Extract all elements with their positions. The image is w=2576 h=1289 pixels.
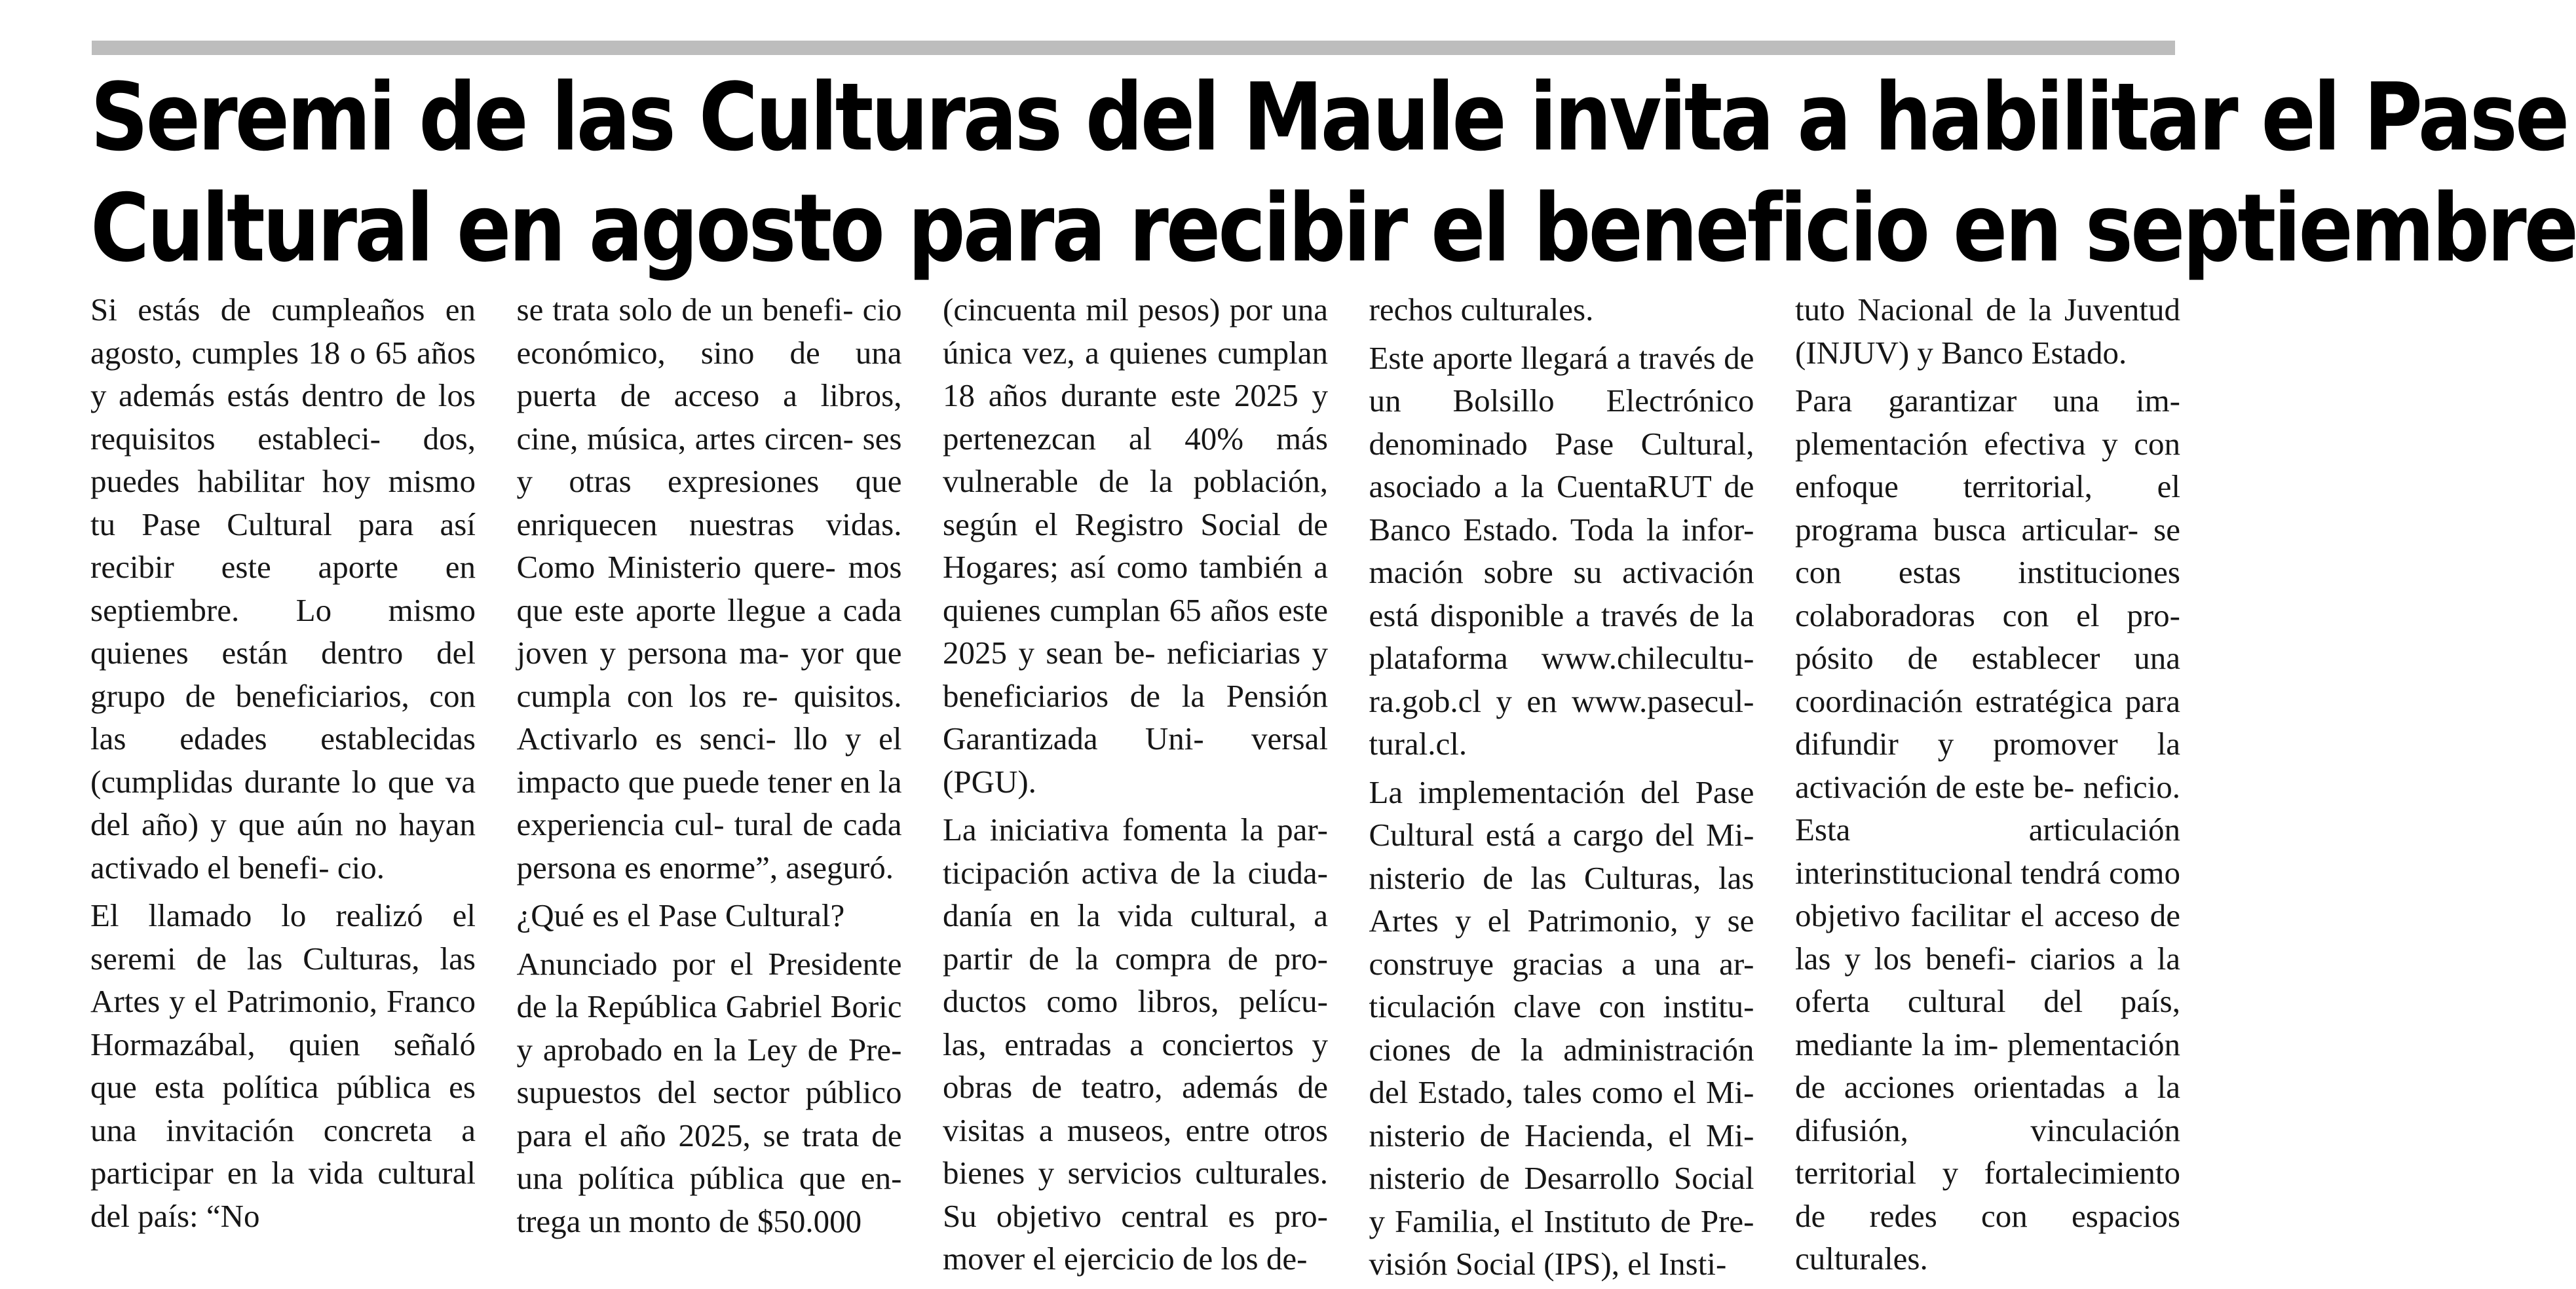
column-1 (90, 288, 476, 1284)
headline-line-1: Seremi de las Culturas del Maule invita a habilitar el Pase (90, 64, 2567, 173)
paragraph: La implementación del Pase Cultural está a cargo del Mi- nisterio de las Culturas, las Artes y el Patrimonio, y se construye gracias a una ar- ticulación clave con institu- ciones de la administración del Estado, tales como el Mi- nisterio de Hacienda, el Mi- nisterio de Desarrollo Social y Familia, el Instituto de Pre- visión Social (IPS), el Insti- (1369, 774, 1754, 1282)
top-rule-bar (92, 41, 2175, 55)
paragraph: rechos culturales. (1369, 291, 1594, 327)
paragraph: tuto Nacional de la Juventud (INJUV) y Banco Estado. (1795, 291, 2180, 371)
paragraph: se trata solo de un benefi- cio económico, sino de una puerta de acceso a libros, cine, música, artes circen- ses y otras expresiones que enriquecen nuestras vidas. Como Ministerio quere- mos que este aporte llegue a cada joven y persona ma- yor que cumpla con los re- quisitos. Activarlo es senci- llo y el impacto que puede tener en la experiencia cul- tural de cada persona es enorme”, aseguró. (516, 291, 902, 886)
paragraph: Este aporte llegará a través de un Bolsillo Electrónico denominado Pase Cultural, asociado a la CuentaRUT de Banco Estado. Toda la infor- mación sobre su activación está disponible a través de la plataforma www.chilecultu- ra.gob.cl y en www.pasecul- tural.cl. (1369, 339, 1754, 762)
paragraph: Si estás de cumpleaños en agosto, cumples 18 o 65 años y además estás dentro de los requisitos estableci- dos, puedes habilitar hoy mismo tu Pase Cultural para así recibir este aporte en septiembre. Lo mismo quienes están dentro del grupo de beneficiarios, con las edades establecidas (cumplidas durante lo que va del año) y que aún no hayan activado el benefi- cio. (90, 291, 476, 886)
paragraph: La iniciativa fomenta la par- ticipación activa de la ciuda- danía en la vida cultural, a partir de la compra de pro- ductos como libros, pelícu- las, entradas a conciertos y obras de teatro, además de visitas a museos, entre otros bienes y servicios culturales. Su objetivo central es pro- mover el ejercicio de los de- (943, 812, 1328, 1277)
paragraph: Anunciado por el Presidente de la República Gabriel Boric y aprobado en la Ley de Pre- supuestos del sector público para el año 2025, se trata de una política pública que en- trega un monto de $50.000 (516, 945, 902, 1239)
column-4 (1369, 288, 1754, 1284)
paragraph: El llamado lo realizó el seremi de las Culturas, las Artes y el Patrimonio, Franco Hormazábal, quien señaló que esta política pública es una invitación concreta a participar en la vida cultural del país: “No (90, 897, 476, 1234)
article-body (90, 288, 2180, 1284)
column-2 (517, 288, 902, 1284)
headline (90, 63, 2576, 285)
headline-line-2: Cultural en agosto para recibir el beneficio en septiembre (90, 174, 2576, 284)
column-5 (1795, 288, 2180, 1284)
subheading: ¿Qué es el Pase Cultural? (516, 897, 845, 933)
paragraph: Para garantizar una im- plementación efectiva y con enfoque territorial, el programa busca articular- se con estas instituciones colaboradoras con el pro- pósito de establecer una coordinación estratégica para difundir y promover la activación de este be- neficio. Esta articulación interinstitucional tendrá como objetivo facilitar el acceso de las y los benefi- ciarios a la oferta cultural del país, mediante la im- plementación de acciones orientadas a la difusión, vinculación territorial y fortalecimiento de redes con espacios culturales. (1795, 383, 2180, 1277)
paragraph: (cincuenta mil pesos) por una única vez, a quienes cumplan 18 años durante este 2025 y pertenezcan al 40% más vulnerable de la población, según el Registro Social de Hogares; así como también a quienes cumplan 65 años este 2025 y sean be- neficiarias y beneficiarios de la Pensión Garantizada Uni- versal (PGU). (943, 291, 1328, 800)
column-3 (943, 288, 1328, 1284)
